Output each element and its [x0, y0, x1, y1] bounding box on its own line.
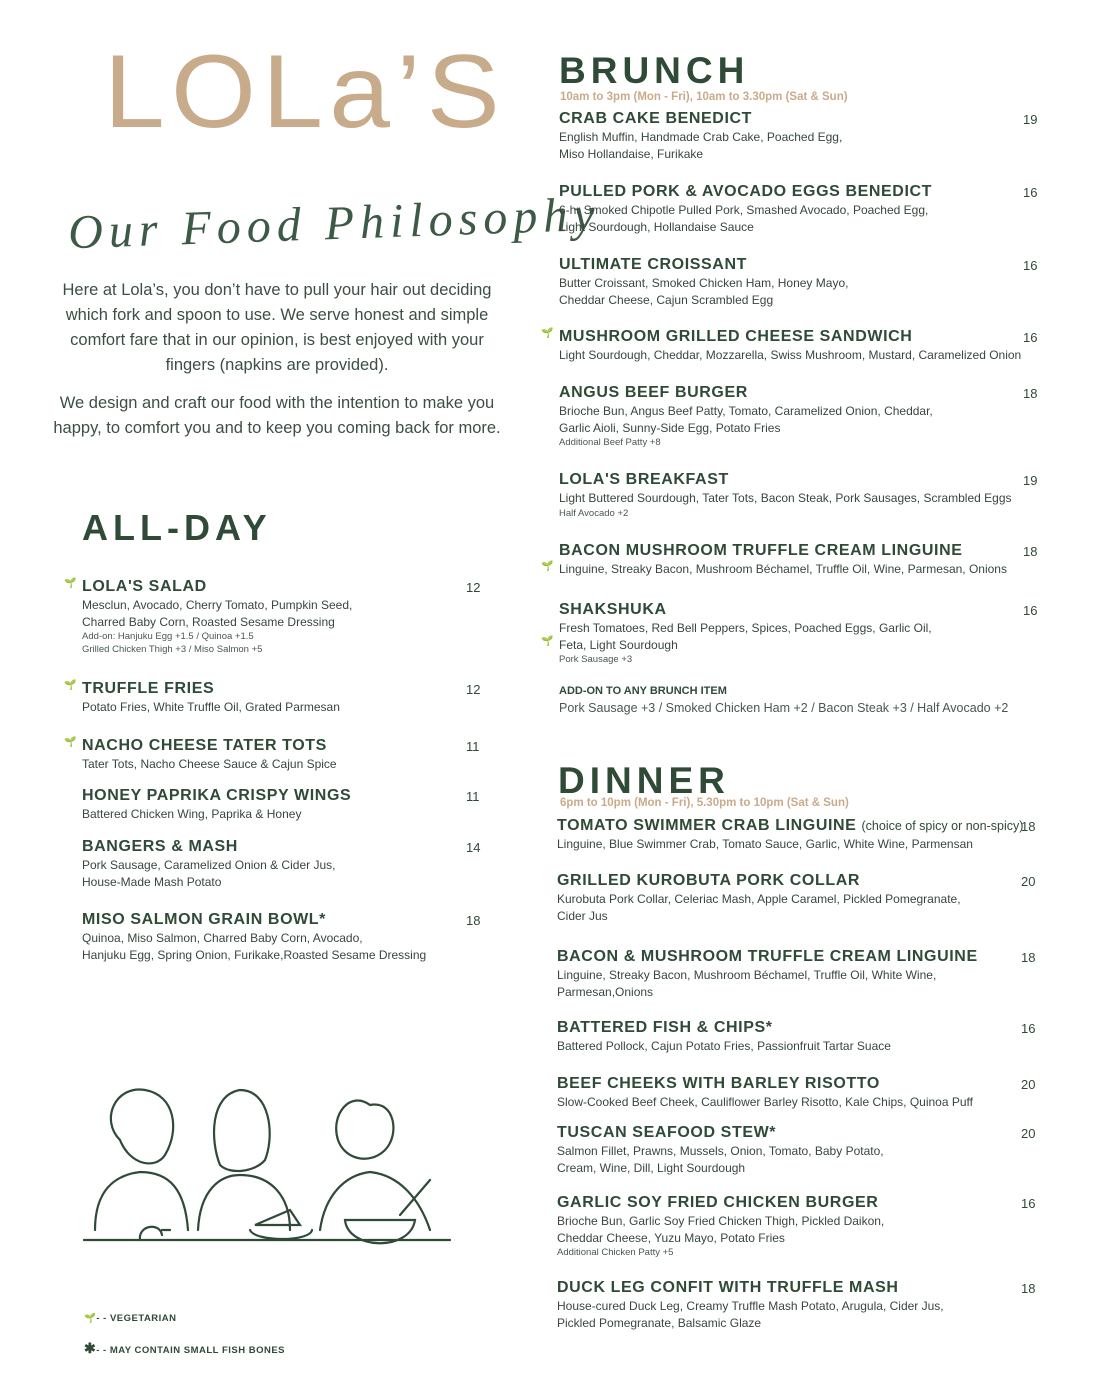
menu-item-addon: Pork Sausage +3	[559, 654, 633, 665]
brunch-addon-title: ADD-ON TO ANY BRUNCH ITEM	[559, 685, 727, 697]
menu-item-name	[559, 541, 1007, 561]
menu-item-description: Brioche Bun, Angus Beef Patty, Tomato, Caramelized Onion, Cheddar,	[559, 404, 933, 418]
menu-item-name	[557, 1123, 884, 1143]
menu-item-price: 18	[1021, 819, 1036, 834]
menu-item-price: 18	[1021, 1281, 1036, 1296]
menu-item-description: Light Buttered Sourdough, Tater Tots, Bacon Steak, Pork Sausages, Scrambled Eggs	[559, 491, 1012, 505]
menu-item-title: TUSCAN SEAFOOD STEW*	[557, 1124, 777, 1141]
legend-vegetarian	[84, 1313, 177, 1324]
menu-item	[559, 383, 933, 449]
menu-item-title: LOLA'S SALAD	[82, 578, 207, 595]
menu-item-name	[559, 470, 1012, 490]
menu-item-title: DUCK LEG CONFIT WITH TRUFFLE MASH	[557, 1279, 899, 1296]
menu-item-price: 20	[1021, 1126, 1036, 1141]
menu-item-description: Potato Fries, White Truffle Oil, Grated Parmesan	[82, 700, 340, 714]
menu-item	[557, 1123, 884, 1176]
menu-item	[559, 470, 1012, 520]
menu-item-description: Charred Baby Corn, Roasted Sesame Dressing	[82, 614, 335, 629]
menu-item	[557, 1278, 944, 1331]
menu-item-description: Slow-Cooked Beef Cheek, Cauliflower Barley Risotto, Kale Chips, Quinoa Puff	[557, 1095, 973, 1109]
menu-item-title: BATTERED FISH & CHIPS*	[557, 1019, 773, 1036]
menu-item-name	[559, 327, 1021, 347]
menu-item-description: Pickled Pomegranate, Balsamic Glaze	[557, 1315, 762, 1330]
menu-item	[82, 577, 352, 656]
menu-item-price: 18	[1023, 544, 1038, 559]
menu-item-title: SHAKSHUKA	[559, 601, 667, 618]
menu-item-description: Light Sourdough, Hollandaise Sauce	[559, 219, 754, 234]
menu-item-name	[559, 600, 932, 620]
menu-item-title: BACON MUSHROOM TRUFFLE CREAM LINGUINE	[559, 542, 963, 559]
menu-item-description: Feta, Light Sourdough	[559, 637, 678, 652]
menu-item-title: ULTIMATE CROISSANT	[559, 256, 747, 273]
dinner-hours: 6pm to 10pm (Mon - Fri), 5.30pm to 10pm (Sat & Sun)	[560, 797, 849, 809]
menu-item-description: Parmesan,Onions	[557, 984, 654, 999]
menu-item-addon: Add-on: Hanjuku Egg +1.5 / Quinoa +1.5	[82, 631, 254, 642]
menu-item-price: 19	[1023, 473, 1038, 488]
menu-item-addon: Half Avocado +2	[559, 507, 629, 519]
menu-item-name	[559, 109, 842, 129]
menu-item-description: Linguine, Blue Swimmer Crab, Tomato Sauce, Garlic, White Wine, Parmensan	[557, 837, 973, 851]
menu-item-description: 6-hr Smoked Chipotle Pulled Pork, Smashed Avocado, Poached Egg,	[559, 203, 929, 217]
menu-item	[557, 816, 1023, 853]
menu-item-title: ANGUS BEEF BURGER	[559, 384, 748, 401]
menu-item-description: Tater Tots, Nacho Cheese Sauce & Cajun Spice	[82, 757, 337, 771]
menu-item-description: Fresh Tomatoes, Red Bell Peppers, Spices, Poached Eggs, Garlic Oil,	[559, 621, 932, 635]
menu-item	[82, 736, 337, 773]
menu-item-price: 16	[1021, 1196, 1036, 1211]
menu-item	[559, 541, 1007, 578]
menu-item-price: 14	[466, 840, 481, 855]
menu-item-price: 16	[1023, 185, 1038, 200]
menu-item-title: CRAB CAKE BENEDICT	[559, 110, 753, 127]
menu-item-name	[82, 786, 351, 806]
menu-item-price: 16	[1023, 330, 1038, 345]
menu-item-description: Miso Hollandaise, Furikake	[559, 146, 704, 161]
menu-item	[82, 837, 335, 890]
menu-item-name	[559, 182, 932, 202]
menu-item-description: English Muffin, Handmade Crab Cake, Poached Egg,	[559, 130, 843, 144]
menu-item-description: Cheddar Cheese, Cajun Scrambled Egg	[559, 292, 774, 307]
menu-item-name	[559, 383, 933, 403]
menu-item-title: GRILLED KUROBUTA PORK COLLAR	[557, 872, 861, 889]
menu-item-title: NACHO CHEESE TATER TOTS	[82, 737, 327, 754]
vegetarian-sprout-icon: 🌱	[64, 680, 77, 691]
brunch-addon-text: Pork Sausage +3 / Smoked Chicken Ham +2 / Bacon Steak +3 / Half Avocado +2	[559, 701, 1009, 715]
menu-item	[559, 600, 932, 666]
menu-item-name	[557, 1074, 973, 1094]
menu-item-description: Cider Jus	[557, 908, 608, 923]
menu-item	[559, 255, 848, 308]
menu-item-description: Battered Chicken Wing, Paprika & Honey	[82, 807, 302, 821]
vegetarian-sprout-icon: 🌱	[541, 328, 554, 339]
menu-item-description: Mesclun, Avocado, Cherry Tomato, Pumpkin Seed,	[82, 598, 353, 612]
menu-item-price: 20	[1021, 874, 1036, 889]
menu-item-title: MISO SALMON GRAIN BOWL*	[82, 911, 327, 928]
philosophy-paragraph-2: We design and craft our food with the intention to make you happy, to comfort you and to keep you coming back for more.	[53, 394, 501, 437]
menu-item-addon: Grilled Chicken Thigh +3 / Miso Salmon +5	[82, 644, 263, 655]
menu-item-price: 16	[1023, 603, 1038, 618]
menu-item-addon: Additional Chicken Patty +5	[557, 1247, 674, 1258]
menu-item-title: GARLIC SOY FRIED CHICKEN BURGER	[557, 1194, 879, 1211]
brunch-title: BRUNCH	[559, 50, 750, 91]
dinner-title: DINNER	[558, 760, 730, 801]
asterisk-icon: ✱	[84, 1340, 97, 1356]
menu-item-name	[82, 736, 337, 756]
menu-item-name	[559, 255, 848, 275]
menu-item-name	[557, 1018, 891, 1038]
menu-item	[557, 947, 978, 1000]
menu-item-name	[82, 577, 352, 597]
menu-item-description: House-Made Mash Potato	[82, 874, 222, 889]
menu-item-description: Hanjuku Egg, Spring Onion, Furikake,Roasted Sesame Dressing	[82, 947, 427, 962]
all-day-title: ALL-DAY	[82, 507, 272, 548]
menu-item-name	[82, 679, 340, 699]
menu-item-price: 12	[466, 682, 481, 697]
philosophy-paragraph-1: Here at Lola’s, you don’t have to pull your hair out deciding which fork and spoon to use. We serve honest and simple comfort fare that in our opinion, is best enjoyed with your fingers (napkins are provided).	[62, 281, 492, 374]
legend-vegetarian-label: - - VEGETARIAN	[96, 1313, 177, 1324]
menu-item	[557, 871, 961, 924]
menu-item-name	[557, 816, 1023, 836]
menu-item-title: BANGERS & MASH	[82, 838, 238, 855]
menu-item	[82, 786, 351, 823]
menu-item	[559, 109, 842, 162]
menu-item-name	[557, 1193, 884, 1213]
menu-item-description: Brioche Bun, Garlic Soy Fried Chicken Thigh, Pickled Daikon,	[557, 1214, 885, 1228]
menu-item-title: BACON & MUSHROOM TRUFFLE CREAM LINGUINE	[557, 948, 978, 965]
menu-item-price: 12	[466, 580, 481, 595]
menu-item-description: Linguine, Streaky Bacon, Mushroom Béchamel, Truffle Oil, Wine, Parmesan, Onions	[559, 562, 1007, 576]
menu-item-description: Kurobuta Pork Collar, Celeriac Mash, Apple Caramel, Pickled Pomegranate,	[557, 892, 961, 906]
menu-item-title: MUSHROOM GRILLED CHEESE SANDWICH	[559, 328, 913, 345]
menu-item-description: Battered Pollock, Cajun Potato Fries, Passionfruit Tartar Suace	[557, 1039, 891, 1053]
menu-item-title: LOLA'S BREAKFAST	[559, 471, 729, 488]
menu-item-price: 18	[1021, 950, 1036, 965]
menu-item-note: (choice of spicy or non-spicy)	[861, 819, 1024, 833]
menu-item-description: Light Sourdough, Cheddar, Mozzarella, Swiss Mushroom, Mustard, Caramelized Onion	[559, 348, 1022, 362]
lolas-logo: LOLa’S	[104, 34, 507, 150]
menu-item	[82, 679, 340, 716]
sprout-icon: 🌱	[84, 1313, 97, 1324]
menu-item-name	[82, 910, 426, 930]
menu-item-description: Linguine, Streaky Bacon, Mushroom Béchamel, Truffle Oil, White Wine,	[557, 968, 937, 982]
menu-item-description: Pork Sausage, Caramelized Onion & Cider Jus,	[82, 858, 336, 872]
menu-item-price: 18	[1023, 386, 1038, 401]
legend-fish-label: - - MAY CONTAIN SMALL FISH BONES	[96, 1345, 286, 1356]
menu-item-price: 16	[1021, 1021, 1036, 1036]
vegetarian-sprout-icon: 🌱	[541, 636, 554, 647]
menu-item	[82, 910, 426, 963]
menu-item-title: BEEF CHEEKS WITH BARLEY RISOTTO	[557, 1075, 880, 1092]
menu-item-description: Quinoa, Miso Salmon, Charred Baby Corn, Avocado,	[82, 931, 363, 945]
menu-item-price: 11	[466, 789, 480, 804]
menu-item	[559, 327, 1021, 364]
menu-item-description: Salmon Fillet, Prawns, Mussels, Onion, Tomato, Baby Potato,	[557, 1144, 884, 1158]
brunch-hours: 10am to 3pm (Mon - Fri), 10am to 3.30pm (Sat & Sun)	[560, 91, 848, 103]
menu-item-name	[557, 1278, 944, 1298]
legend-fish	[84, 1340, 285, 1357]
menu-item-description: Butter Croissant, Smoked Chicken Ham, Honey Mayo,	[559, 276, 849, 290]
vegetarian-sprout-icon: 🌱	[541, 561, 554, 572]
philosophy-title: Our Food Philosophy	[67, 187, 602, 260]
menu-item-title: TRUFFLE FRIES	[82, 680, 215, 697]
diners-illustration	[80, 1080, 460, 1260]
menu-item	[559, 182, 932, 235]
menu-item-title: PULLED PORK & AVOCADO EGGS BENEDICT	[559, 183, 933, 200]
menu-item-name	[557, 871, 961, 891]
menu-item-price: 19	[1023, 112, 1038, 127]
menu-item	[557, 1074, 973, 1111]
vegetarian-sprout-icon: 🌱	[64, 578, 77, 589]
menu-item-price: 20	[1021, 1077, 1036, 1092]
menu-item-description: Garlic Aioli, Sunny-Side Egg, Potato Fries	[559, 420, 781, 435]
menu-item-price: 18	[466, 913, 481, 928]
menu-item-name	[557, 947, 978, 967]
menu-item-title: TOMATO SWIMMER CRAB LINGUINE	[557, 817, 857, 834]
menu-item-description: Cheddar Cheese, Yuzu Mayo, Potato Fries	[557, 1230, 785, 1245]
menu-item-description: Cream, Wine, Dill, Light Sourdough	[557, 1160, 746, 1175]
menu-item	[557, 1018, 891, 1055]
menu-item-name	[82, 837, 335, 857]
menu-item-price: 11	[466, 739, 480, 754]
menu-item	[557, 1193, 884, 1259]
vegetarian-sprout-icon: 🌱	[64, 737, 77, 748]
menu-item-title: HONEY PAPRIKA CRISPY WINGS	[82, 787, 352, 804]
menu-item-price: 16	[1023, 258, 1038, 273]
menu-item-addon: Additional Beef Patty +8	[559, 437, 661, 448]
menu-item-description: House-cured Duck Leg, Creamy Truffle Mash Potato, Arugula, Cider Jus,	[557, 1299, 944, 1313]
